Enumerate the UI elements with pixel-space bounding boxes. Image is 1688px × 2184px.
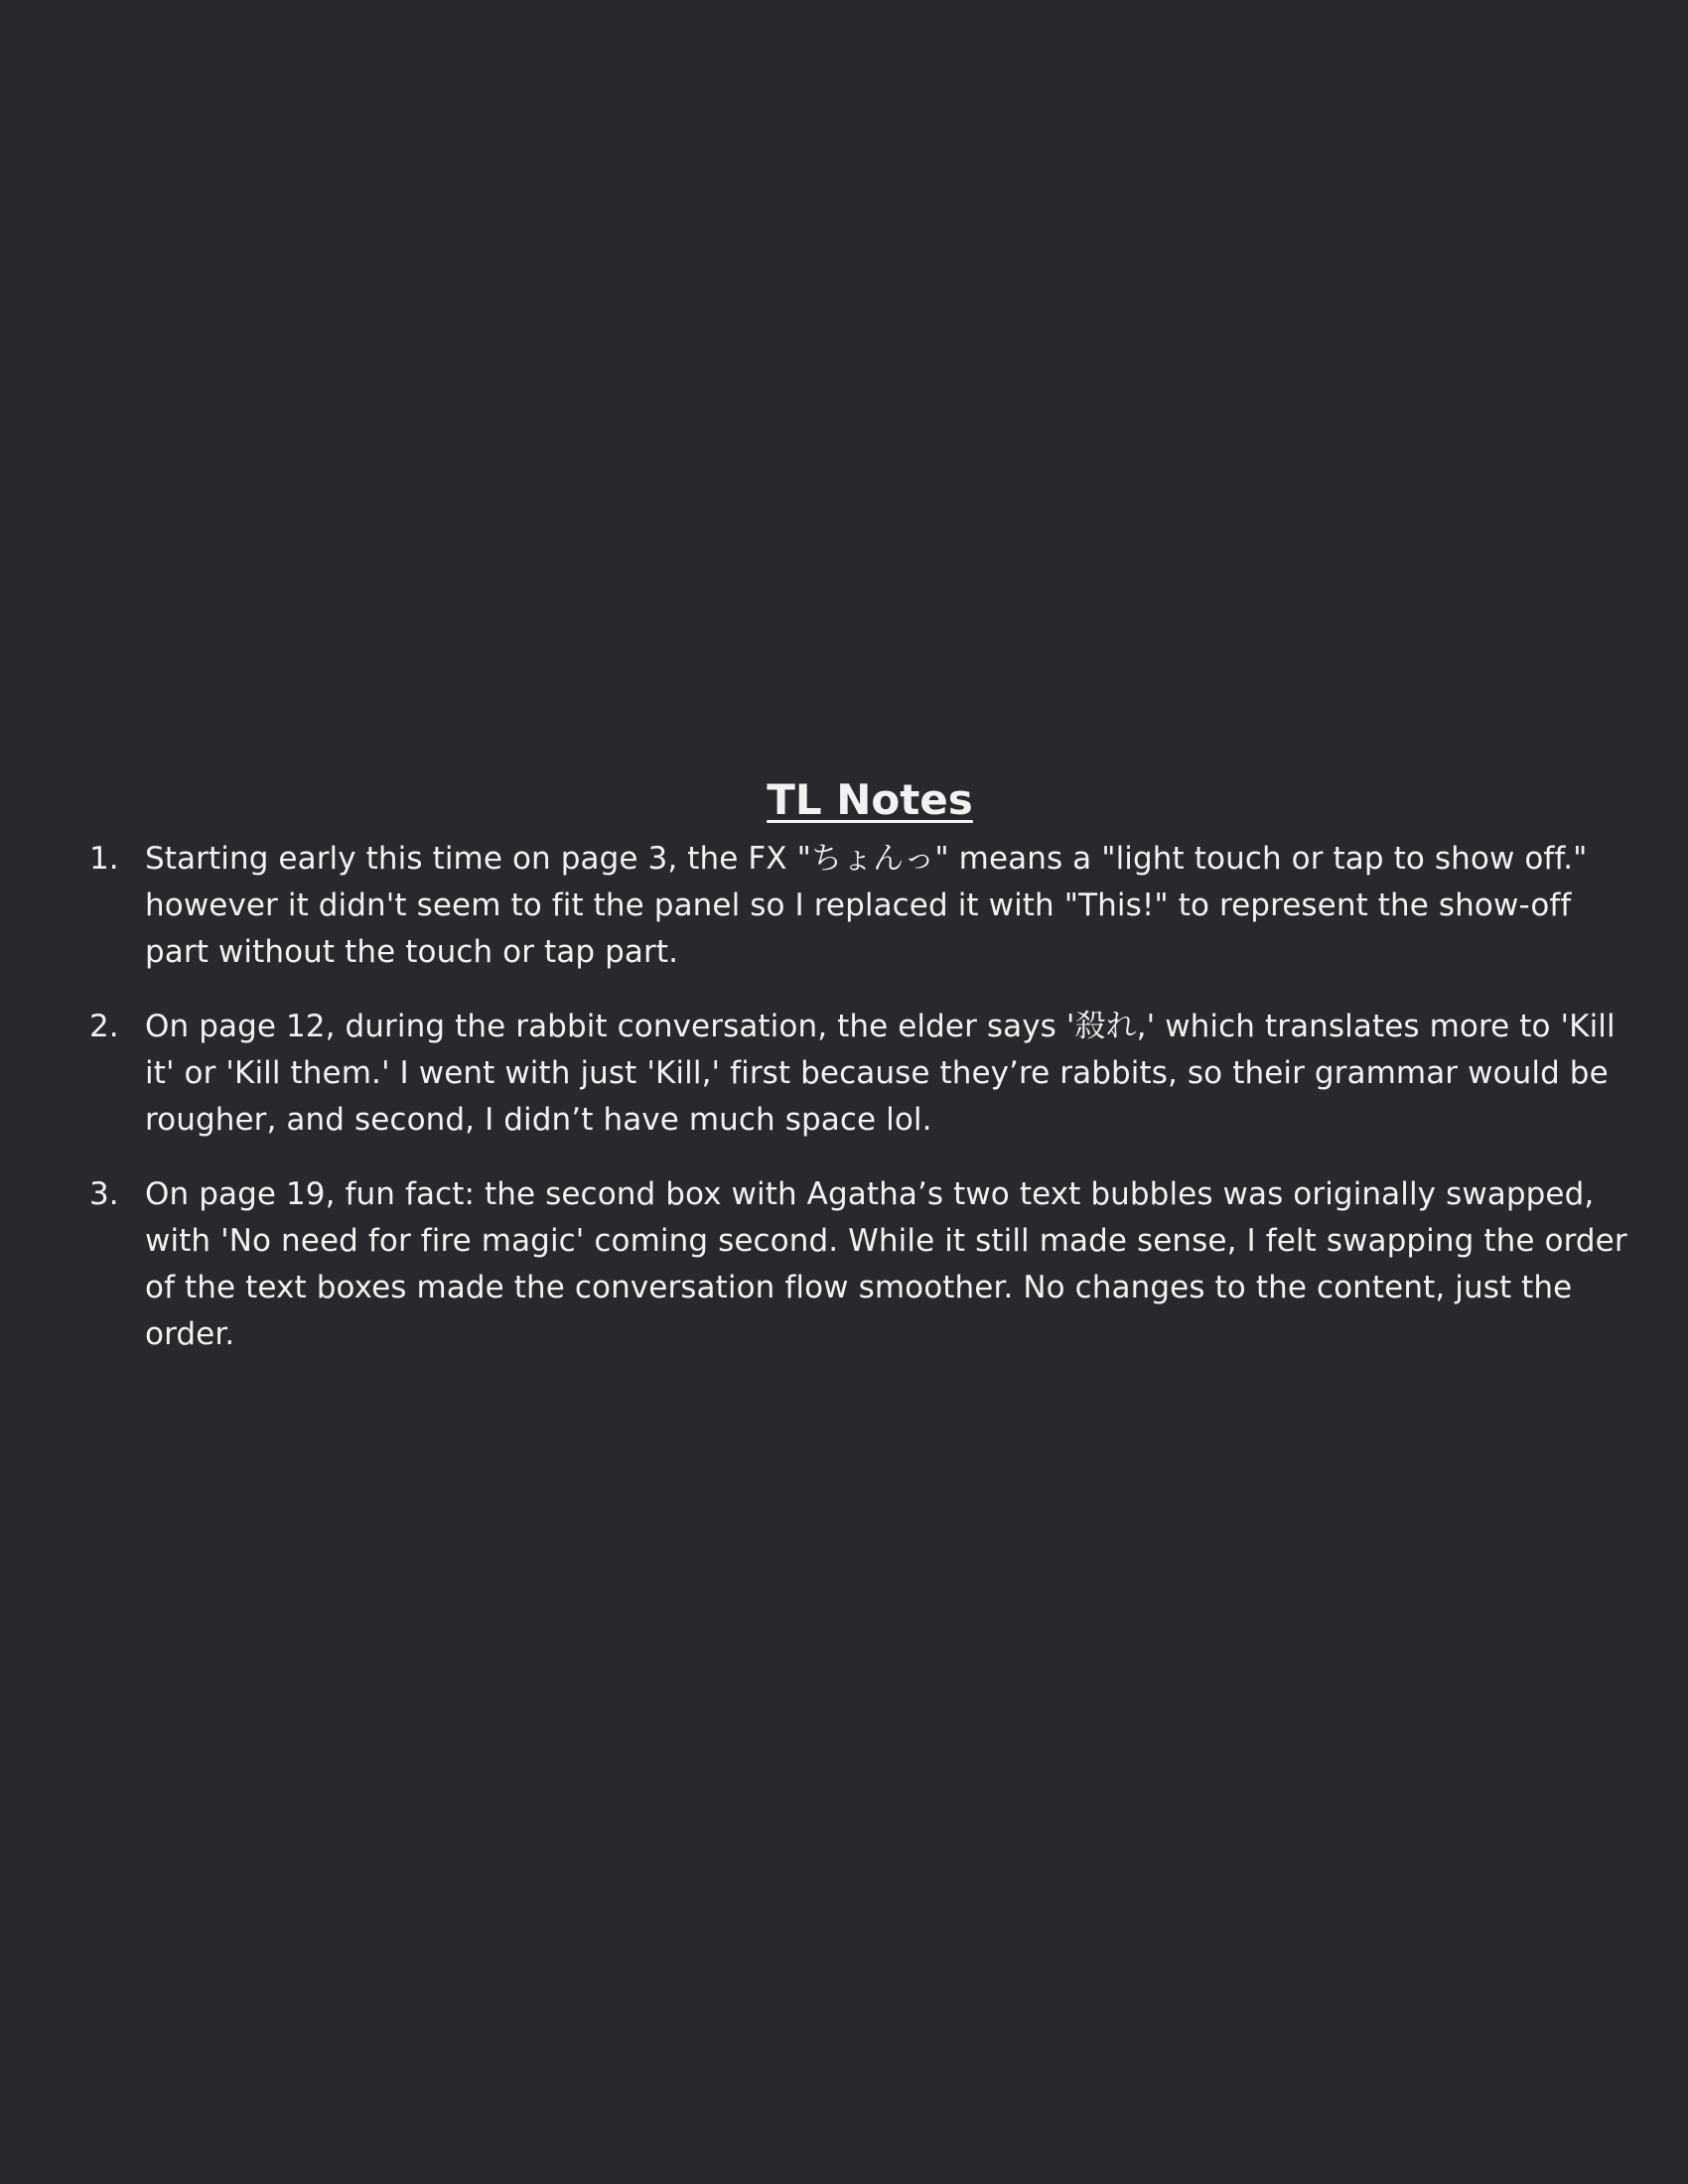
note-item-3 <box>89 1171 1638 1358</box>
note-number: 2. <box>89 1009 119 1044</box>
tl-notes-section <box>89 774 1638 1386</box>
note-text: On page 19, fun fact: the second box with Agatha’s two text bubbles was originally swapped, with 'No need for fire magic' coming second. While it still made sense, I felt swapping the order of the text boxes made the conversation flow smoother. No changes to the content, just the order. <box>145 1176 1627 1352</box>
note-number: 1. <box>89 841 119 877</box>
note-text: On page 12, during the rabbit conversation, the elder says '殺れ,' which translates more to 'Kill it' or 'Kill them.' I went with just 'Kill,' first because they’re rabbits, so their grammar would be rougher, and second, I didn’t have much space lol. <box>145 1009 1616 1138</box>
notes-title: TL Notes <box>767 775 973 824</box>
note-item-1 <box>89 836 1638 976</box>
note-text: Starting early this time on page 3, the FX "ちょんっ" means a "light touch or tap to show off." however it didn't seem to fit the panel so I replaced it with "This!" to represent the show-off part without the touch or tap part. <box>145 841 1588 970</box>
note-item-2 <box>89 1004 1638 1144</box>
notes-list <box>89 836 1638 1358</box>
note-number: 3. <box>89 1176 119 1212</box>
